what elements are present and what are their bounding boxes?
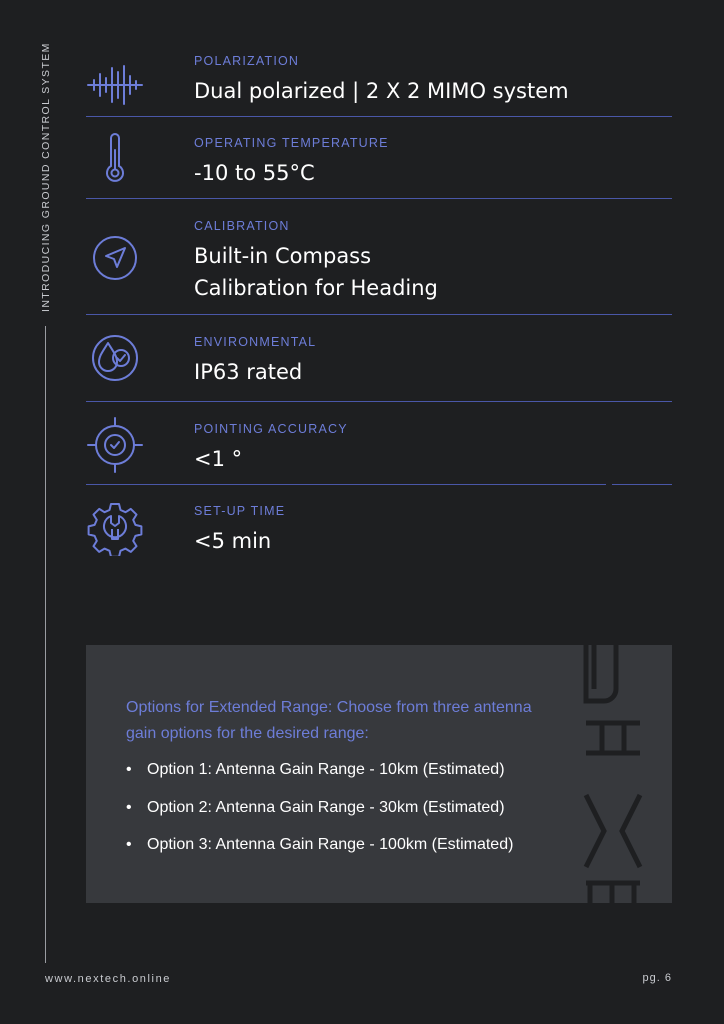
spec-value-line2: Calibration for Heading	[194, 276, 438, 300]
waveform-icon	[86, 56, 144, 114]
spec-setup-time	[86, 498, 672, 558]
spec-label: ENVIRONMENTAL	[194, 335, 317, 349]
spec-pointing-accuracy	[86, 416, 672, 486]
spec-label: POINTING ACCURACY	[194, 422, 348, 436]
list-item: • Option 2: Antenna Gain Range - 30km (Estimated)	[126, 798, 505, 816]
gear-wrench-icon	[86, 498, 144, 556]
spec-divider	[86, 198, 672, 199]
list-item: • Option 3: Antenna Gain Range - 100km (Estimated)	[126, 836, 514, 853]
list-item: • Option 1: Antenna Gain Range - 10km (Estimated)	[126, 761, 505, 778]
spec-divider	[86, 116, 672, 117]
sidebar-divider	[45, 326, 46, 963]
spec-label: CALIBRATION	[194, 219, 290, 233]
spec-polarization	[86, 48, 672, 118]
spec-label: POLARIZATION	[194, 54, 300, 68]
spec-environmental	[86, 329, 672, 403]
spec-label: SET-UP TIME	[194, 504, 286, 518]
spec-divider	[86, 401, 672, 402]
footer-website-link[interactable]: www.nextech.online	[45, 973, 172, 985]
spec-divider	[86, 314, 672, 315]
sidebar-label: INTRODUCING GROUND CONTROL SYSTEM	[40, 42, 52, 312]
options-list	[126, 761, 513, 874]
spec-value-line1: Built-in Compass	[194, 244, 372, 268]
spec-operating-temperature	[86, 130, 672, 200]
target-icon	[86, 416, 144, 474]
spec-divider	[86, 484, 672, 485]
options-heading: Options for Extended Range: Choose from three antenna gain options for the desired range:	[126, 699, 532, 742]
page-number: pg. 6	[642, 972, 672, 984]
spec-value: Dual polarized | 2 X 2 MIMO system	[194, 79, 569, 103]
water-resistant-icon	[86, 329, 144, 387]
compass-icon	[86, 229, 144, 287]
spec-value: -10 to 55°C	[194, 161, 315, 185]
spec-value: <1 °	[194, 447, 243, 471]
spec-calibration	[86, 213, 672, 315]
spec-label: OPERATING TEMPERATURE	[194, 136, 389, 150]
brand-logo-deco-icon	[582, 645, 644, 903]
spec-value: <5 min	[194, 529, 272, 553]
extended-range-options-panel	[86, 645, 672, 903]
thermometer-icon	[86, 130, 144, 188]
spec-value: IP63 rated	[194, 360, 303, 384]
